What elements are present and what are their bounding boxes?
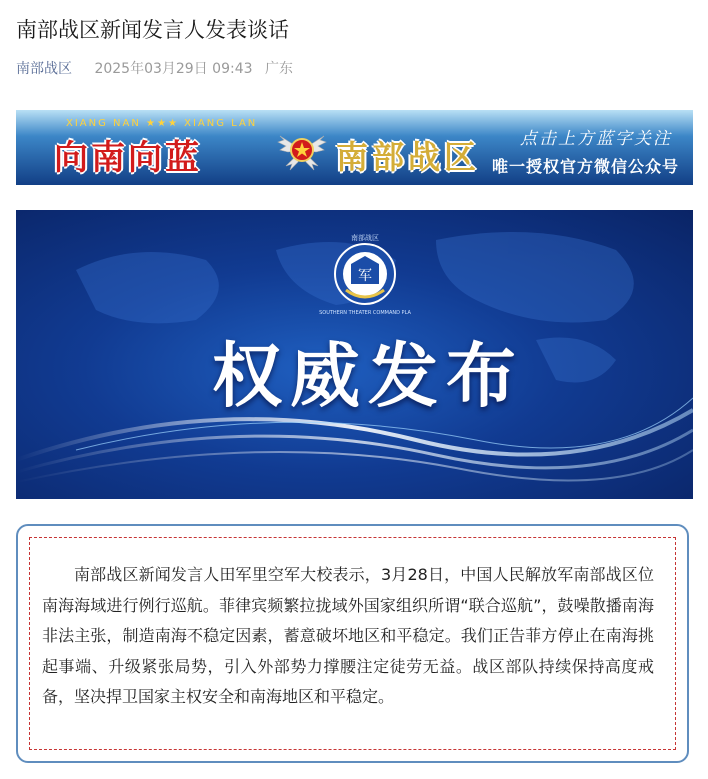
hero-headline: 权威发布 [212,334,524,417]
publish-location: 广东 [264,61,293,77]
banner-zone-name: 南部战区 [336,138,481,176]
article-title: 南部战区新闻发言人发表谈话 [16,18,289,42]
publish-datetime: 2025年03月29日 09:43 [94,61,253,77]
banner-follow-note: 点击上方蓝字关注 [520,129,672,149]
account-name-link[interactable]: 南部战区 [16,61,72,77]
banner-official-note: 唯一授权官方微信公众号 [492,157,680,176]
article-meta [16,58,293,78]
emblem-top-text: 南部战区 [351,234,379,242]
statement-paragraph: 南部战区新闻发言人田军里空军大校表示，3月28日，中国人民解放军南部战区位南海海域进行例行巡航。菲律宾频繁拉拢域外国家组织所谓“联合巡航”，鼓噪散播南海非法主张，制造南海不稳定因素，蓄意破坏地区和平稳定。我们正告菲方停止在南海挑起事端、升级紧张局势，引入外部势力撑腰注定徒劳无益。战区部队持续保持高度戒备，坚决捍卫国家主权安全和南海地区和平稳定。 [42,565,654,706]
follow-banner-image[interactable] [16,110,693,185]
emblem-bottom-text: SOUTHERN THEATER COMMAND PLA [319,310,411,316]
army-emblem-icon [274,122,330,178]
theater-command-emblem-icon [335,244,395,304]
statement-box [16,524,689,763]
banner-slogan: 向南向蓝 [54,138,202,178]
svg-text:军: 军 [358,268,372,284]
authoritative-release-image [16,210,693,499]
banner-stars-text: XIANG NAN ★★★ XIANG LAN [66,118,258,129]
